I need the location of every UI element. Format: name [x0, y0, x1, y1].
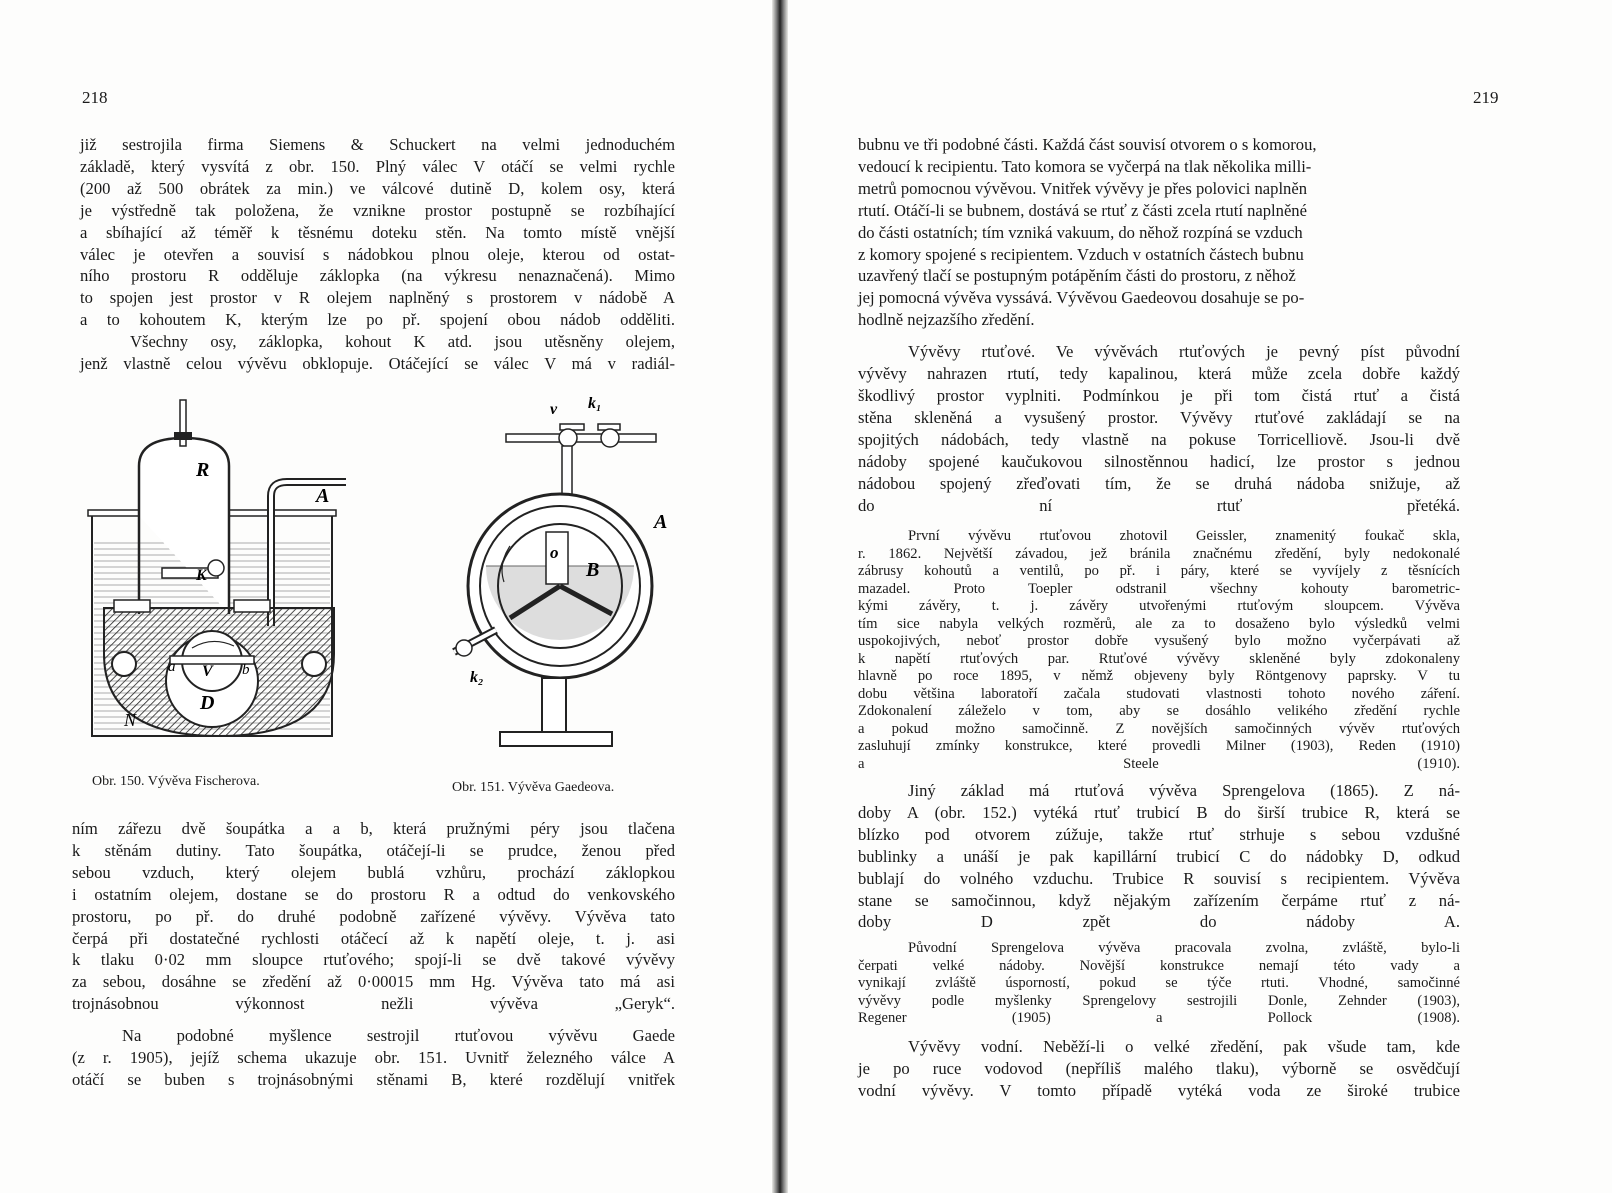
label-D: D — [200, 692, 215, 714]
label-a: a — [168, 659, 176, 675]
left-page — [0, 0, 772, 1193]
right-text-sprengel — [858, 780, 1460, 933]
right-small-print-1 — [858, 528, 1460, 773]
right-page — [788, 0, 1612, 1193]
paragraph-sprengel-notes: Původní Sprengelova vývěva pracovala zvolna, zvláště, bylo-li čerpati velké nádoby. Novější konstrukce nemají této vady a vynikají zvláště úsporností, pokud se týče rtuti. Vhodné, samočinné vývěvy podle myšlenky Sprengelovy sestrojili Donle, Zehnder (1903), Regener (1905) a Pollock (1908). — [858, 940, 1460, 1026]
figure-150-fischer-pump — [84, 396, 354, 741]
label-B: B — [586, 559, 600, 581]
label-k1: k₁ — [588, 396, 602, 412]
label-V: V — [202, 663, 213, 680]
paragraph-water-pumps: Vývěvy vodní. Neběží-li o velké zředění, pak všude tam, kde je po ruce vodovod (nepříliš malého tlaku), výborně se osvědčují vodní vývěvy. V tomto případě vytéká voda ze široké trubice — [858, 1037, 1460, 1100]
paragraph-slides: ním zářezu dvě šoupátka a a b, která pružnými péry jsou tlačena k stěnám dutiny. Tato šoupátka, otáčejí-li se prudce, ženou před sebou vzduch, který olejem bublá vzhůru, prochází záklopkou i ostatním olejem, dostane se do prostoru R a odtud do venkovského prostoru, po př. do druhé podobně zařízené vývěvy. Vývěva tato čerpá při dostatečné rychlosti otáčecí až k napětí oleje, t. j. asi k tlaku 0·02 mm sloupce rtuťového; spojí-li se dvě takové vývěvy za sebou, dosáhne se zředění až 0·00015 mm Hg. Vývěva tato má asi trojnásobnou výkonnost nežli vývěva „Geryk“. — [72, 819, 675, 1014]
page-number-right: 219 — [1473, 88, 1499, 107]
right-text-water — [858, 1036, 1460, 1102]
label-K: K — [196, 567, 207, 584]
paragraph-gaede: Na podobné myšlence sestrojil rtuťovou vývěvu Gaede (z r. 1905), jejíž schema ukazuje obr. 151. Uvnitř železného válce A otáčí se buben s trojnásobnými stěnami B, které rozdělují vnitřek — [72, 1026, 675, 1089]
paragraph-drum: bubnu ve tři podobné části. Každá část souvisí otvorem o s komorou, vedoucí k recipientu. Tato komora se vyčerpá na tlak několika milli- metrů pomocnou vývěvou. Vnitřek vývěvy je přes polovici naplněn rtutí. Otáčí-li se bubnem, dostává se rtuť z části zcela rtutí naplněné do části ostatních; tím vzniká vakuum, do něhož rozpíná se vzduch z komory spojené s recipientem. Vzduch v ostatních částech bubnu uzavřený tlačí se postupným potápěním části do prostoru, z něhož jej pomocná vývěva vyssává. Vývěvou Gaedeovou dosahuje se po- hodlně nejzazšího zředění. — [858, 135, 1317, 330]
caption-figure-150: Obr. 150. Vývěva Fischerova. — [92, 774, 260, 789]
label-k2: k₂ — [470, 669, 484, 686]
paragraph-geissler: První vývěvu rtuťovou zhotovil Geissler, znamenitý foukač skla, r. 1862. Největší závadou, jež bránila značnému zředění, byly nedokonalé zábrusy kohoutů a ventilů, po př. i páry, které se vyvíjely z těsnících mazadel. Proto Toepler odstranil všechny kohouty barometric- kými závěry, t. j. závěry utvořenými rtuťovým sloupcem. Vývěva tím sice nabyla velkých rozměrů, ale za to dosaženo bylo výsledků velmi uspokojivých, neboť prostor dobře vysušený bylo možno vyčerpávati až k napětí rtuťových par. Rtuťové vývěvy skleněné byly zdokonaleny hlavně po roce 1895, v němž objeveny byly Röntgenovy paprsky. V tu dobu většina laboratoří začala studovati vlastnosti tohoto nového záření. Zdokonalení záleželo v tom, aby se dosáhlo velikého zředění rychle a pokud možno samočinně. Z novějších samočinných vývěv rtuťových zasluhují zmínky konstrukce, které provedli Milner (1903), Reden (1910) a Steele (1910). — [858, 528, 1460, 772]
left-text-bottom — [72, 818, 675, 1091]
caption-figure-151: Obr. 151. Vývěva Gaedeova. — [452, 780, 615, 795]
book-gutter — [772, 0, 788, 1193]
label-A-cylinder: A — [654, 511, 668, 533]
page-number-left: 218 — [82, 88, 108, 107]
label-v: v — [550, 401, 558, 418]
label-A: A — [316, 485, 330, 507]
figure-151-gaede-pump — [440, 396, 680, 768]
paragraph-oil-seal: Všechny osy, záklopka, kohout K atd. jsou utěsněny olejem, jenž vlastně celou vývěvu obklopuje. Otáčející se válec V má v radiál- — [80, 332, 675, 374]
label-b: b — [242, 662, 250, 678]
right-text — [858, 134, 1460, 526]
right-small-print-2 — [858, 940, 1460, 1028]
paragraph-mercury-pumps: Vývěvy rtuťové. Ve vývěvách rtuťových je pevný píst původní vývěvy nahrazen rtutí, tedy kapalinou, která může zcela dobře každý škodlivý prostor vyplniti. Podmínkou je při tom čistá rtuť a čistá stěna skleněná a vysušený prostor. Vývěvy rtuťové zakládají se na spojitých nádobách, tedy vlastně na pokuse Torricelliově. Jsou-li dvě nádoby spojené kaučukovou silnostěnnou hadicí, lze prostor s jednou nádobou spojený zřeďovati tím, že se druhá nádoba snižuje, až do ní rtuť přetéká. — [858, 342, 1460, 515]
left-text-top — [80, 134, 675, 375]
paragraph-continued: již sestrojila firma Siemens & Schuckert na velmi jednoduchém základě, který vysvítá z obr. 150. Plný válec V otáčí se velmi rychle (200 až 500 obrátek za min.) ve válcové dutině D, kolem osy, která je výstředně tak položena, že vznikne prostor postupně se rozbíhající a sbíhající až téměř k těsnému doteku stěn. Na tomto místě vnější válec je otevřen a souvisí s nádobkou plnou oleje, kterou od ostat- ního prostoru R odděluje záklopka (na výkresu nenaznačená). Mimo to spojen jest prostor v R olejem naplněný s prostorem v nádobě A a to kohoutem K, kterým lze po př. spojení obou nádob odděliti. — [80, 135, 675, 330]
label-R: R — [196, 459, 210, 481]
label-o: o — [550, 543, 559, 562]
paragraph-sprengel: Jiný základ má rtuťová vývěva Sprengelova (1865). Z ná- doby A (obr. 152.) vytéká rtuť trubicí B do širší trubice R, která se blízko pod otvorem zúžuje, takže rtuť strhuje s sebou vzdušné bublinky a unáší je pak kapillární trubicí C do nádobky D, odkud bublají do volného vzduchu. Trubice R souvisí s recipientem. Vývěva stane se samočinnou, když nějakým zařízením čerpáme rtuť z ná- doby D zpět do nádoby A. — [858, 781, 1460, 932]
label-N: N — [124, 710, 137, 730]
